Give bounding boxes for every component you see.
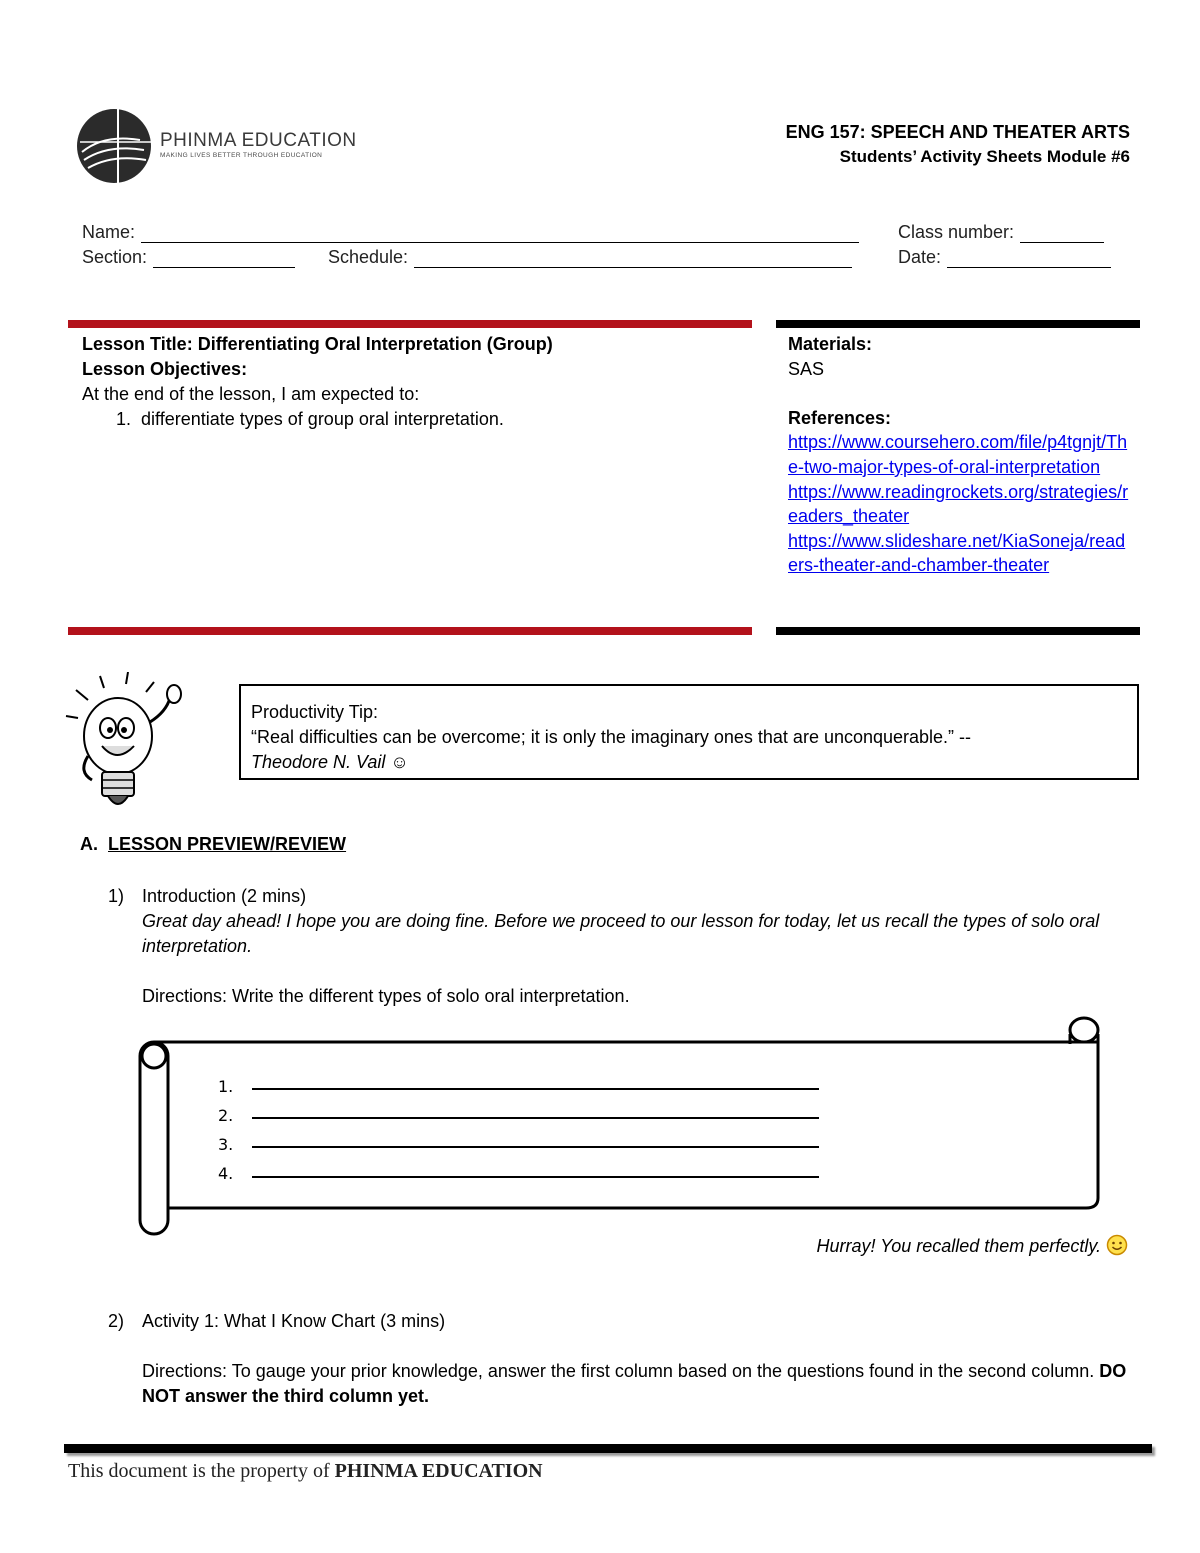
section-a-title: LESSON PREVIEW/REVIEW — [108, 834, 347, 854]
objective-item — [82, 407, 553, 432]
footer-prefix: This document is the property of — [68, 1460, 330, 1482]
section-a-letter: A. — [80, 834, 98, 854]
logo-name: PHINMA EDUCATION — [160, 130, 357, 151]
footer-owner: PHINMA EDUCATION — [334, 1460, 543, 1482]
module-title: Students’ Activity Sheets Module #6 — [839, 147, 1130, 166]
intro-heading: Introduction (2 mins) — [142, 886, 307, 906]
lesson-bottom-bar — [68, 627, 752, 635]
objectives-label: Lesson Objectives: — [82, 359, 248, 379]
schedule-line[interactable] — [414, 251, 852, 268]
tip-label: Productivity Tip: — [251, 702, 379, 722]
footer-text — [68, 1460, 543, 1483]
section-a-heading — [80, 834, 346, 855]
name-field[interactable] — [82, 222, 859, 243]
course-title: ENG 157: SPEECH AND THEATER ARTS — [785, 122, 1130, 142]
activity-directions-line — [142, 1359, 1142, 1409]
schedule-field[interactable] — [328, 247, 852, 268]
references-label: References: — [788, 407, 892, 428]
hurray-line — [817, 1234, 1128, 1259]
hurray-text: Hurray! You recalled them perfectly. — [816, 1236, 1101, 1256]
lesson-top-bar — [68, 320, 752, 328]
lesson-title: Lesson Title: Differentiating Oral Interpretation (Group) — [82, 334, 553, 354]
lesson-info — [82, 332, 553, 432]
activity-block — [142, 1309, 1142, 1409]
activity-directions: Directions: To gauge your prior knowledge, answer the first column based on the questions found in the second column. — [142, 1361, 1095, 1381]
section-line[interactable] — [153, 251, 295, 268]
scroll-graphic — [136, 1012, 1106, 1240]
lightbulb-mascot-icon — [62, 672, 192, 822]
tip-author: Theodore N. Vail ☺ — [251, 752, 409, 772]
scroll-item-4: 4. — [218, 1164, 234, 1183]
scroll-list — [218, 1072, 233, 1188]
section-label: Section: — [82, 247, 148, 267]
objective-number: 1. — [116, 409, 132, 429]
reference-link-slideshare[interactable]: https://www.slideshare.net/KiaSoneja/readers-theater-and-chamber-theater — [788, 530, 1126, 576]
productivity-tip-box — [239, 684, 1139, 780]
phinma-logo — [74, 104, 357, 188]
materials-bottom-bar — [776, 627, 1140, 635]
tip-quote: “Real difficulties can be overcome; it is only the imaginary ones that are unconquerable.” -- — [251, 727, 972, 747]
reference-link-coursehero[interactable]: https://www.coursehero.com/file/p4tgnjt/The-two-major-types-of-oral-interpretation — [788, 432, 1128, 477]
logo-tagline: MAKING LIVES BETTER THROUGH EDUCATION — [160, 152, 323, 159]
name-line[interactable] — [141, 226, 859, 243]
materials-value: SAS — [788, 358, 825, 379]
class-number-label: Class number: — [898, 222, 1015, 242]
answer-line-1[interactable] — [252, 1088, 819, 1090]
intro-directions: Directions: Write the different types of solo oral interpretation. — [142, 986, 630, 1006]
answer-line-3[interactable] — [252, 1146, 819, 1148]
answer-line-2[interactable] — [252, 1117, 819, 1119]
scroll-item-3: 3. — [218, 1135, 234, 1154]
objective-text: differentiate types of group oral interpretation. — [141, 409, 504, 429]
section-field[interactable] — [82, 247, 295, 268]
activity-num: 2) — [108, 1311, 125, 1331]
intro-num: 1) — [108, 886, 125, 906]
date-line[interactable] — [947, 251, 1111, 268]
activity-heading: Activity 1: What I Know Chart (3 mins) — [142, 1311, 446, 1331]
scroll-item-1: 1. — [218, 1077, 234, 1096]
objectives-intro: At the end of the lesson, I am expected to: — [82, 384, 420, 404]
scroll-item-2: 2. — [218, 1106, 234, 1125]
reference-link-readingrockets[interactable]: https://www.readingrockets.org/strategies/readers_theater — [788, 481, 1129, 527]
smiley-icon — [1106, 1234, 1128, 1256]
logo-globe-icon — [74, 104, 154, 188]
materials-panel — [788, 332, 1133, 578]
materials-top-bar — [776, 320, 1140, 328]
schedule-label: Schedule: — [328, 247, 409, 267]
materials-label: Materials: — [788, 334, 873, 354]
date-label: Date: — [898, 247, 942, 267]
intro-block — [142, 884, 1142, 1009]
activity-directions-bold: DO NOT answer the third column yet. — [142, 1361, 1127, 1406]
class-number-field[interactable] — [898, 222, 1104, 243]
footer-bar — [64, 1444, 1152, 1453]
date-field[interactable] — [898, 247, 1111, 268]
name-label: Name: — [82, 222, 136, 242]
class-number-line[interactable] — [1020, 226, 1104, 243]
intro-italic: Great day ahead! I hope you are doing fine. Before we proceed to our lesson for today, let us recall the types of solo oral interpretation. — [142, 911, 1100, 956]
answer-line-4[interactable] — [252, 1176, 819, 1178]
